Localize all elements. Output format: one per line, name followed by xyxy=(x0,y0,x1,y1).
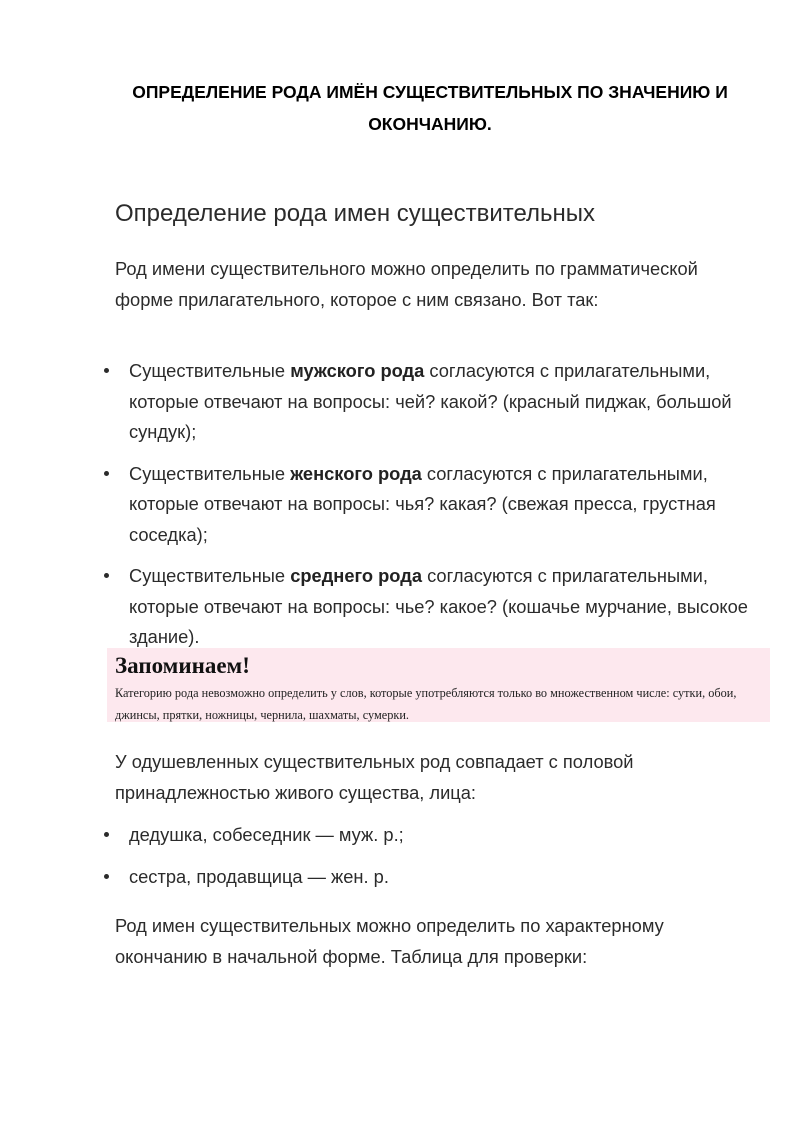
item-text: сестра, продавщица — жен. р. xyxy=(129,865,389,887)
note-text: Категорию рода невозможно определить у слов, которые употребляются только во множественном числе: сутки, обои, джинсы, прятки, ножницы, чернила, шахматы, сумерки. xyxy=(115,686,737,722)
bullet-icon xyxy=(104,368,109,373)
item-prefix: Существительные xyxy=(129,462,291,484)
bullet-icon xyxy=(104,874,109,879)
list-item-feminine xyxy=(129,459,749,551)
animate-paragraph: У одушевленных существительных род совпадает с половой принадлежностью живого существа, лица: xyxy=(115,751,634,803)
list-item-masculine xyxy=(129,356,749,448)
ending-paragraph: Род имен существительных можно определить по характерному окончанию в начальной форме. Таблица для проверки: xyxy=(115,915,664,967)
item-rest: согласуются с прилагательными, которые отвечают на вопросы: чья? какая? (свежая пресса, грустная соседка); xyxy=(129,462,716,545)
item-bold-term: среднего рода xyxy=(290,565,422,586)
list-item-neuter xyxy=(129,561,749,653)
list-item-masculine-example xyxy=(129,820,749,851)
item-prefix: Существительные xyxy=(129,565,291,586)
bullet-icon xyxy=(104,573,109,578)
item-rest: согласуются с прилагательными, которые отвечают на вопросы: чей? какой? (красный пиджак, большой сундук); xyxy=(129,360,732,442)
gender-agreement-list xyxy=(129,356,749,653)
remember-note-box xyxy=(107,648,770,722)
list-item-feminine-example xyxy=(129,862,749,893)
item-text: дедушка, собеседник — муж. р.; xyxy=(129,824,404,845)
item-bold-term: женского рода xyxy=(290,462,422,484)
animate-examples-list xyxy=(129,820,749,892)
section-heading: Определение рода имен существительных xyxy=(115,200,596,227)
item-bold-term: мужского рода xyxy=(290,360,425,381)
page-title: ОПРЕДЕЛЕНИЕ РОДА ИМЁН СУЩЕСТВИТЕЛЬНЫХ ПО ЗНАЧЕНИЮ И ОКОНЧАНИЮ. xyxy=(132,82,728,134)
item-prefix: Существительные xyxy=(129,360,291,381)
bullet-icon xyxy=(104,832,109,837)
bullet-icon xyxy=(104,471,109,476)
item-rest: согласуются с прилагательными, которые отвечают на вопросы: чье? какое? (кошачье мурчание, высокое здание). xyxy=(129,565,748,647)
note-title: Запоминаем! xyxy=(115,653,250,678)
intro-paragraph: Род имени существительного можно определить по грамматической форме прилагательного, которое с ним связано. Вот так: xyxy=(115,258,698,310)
